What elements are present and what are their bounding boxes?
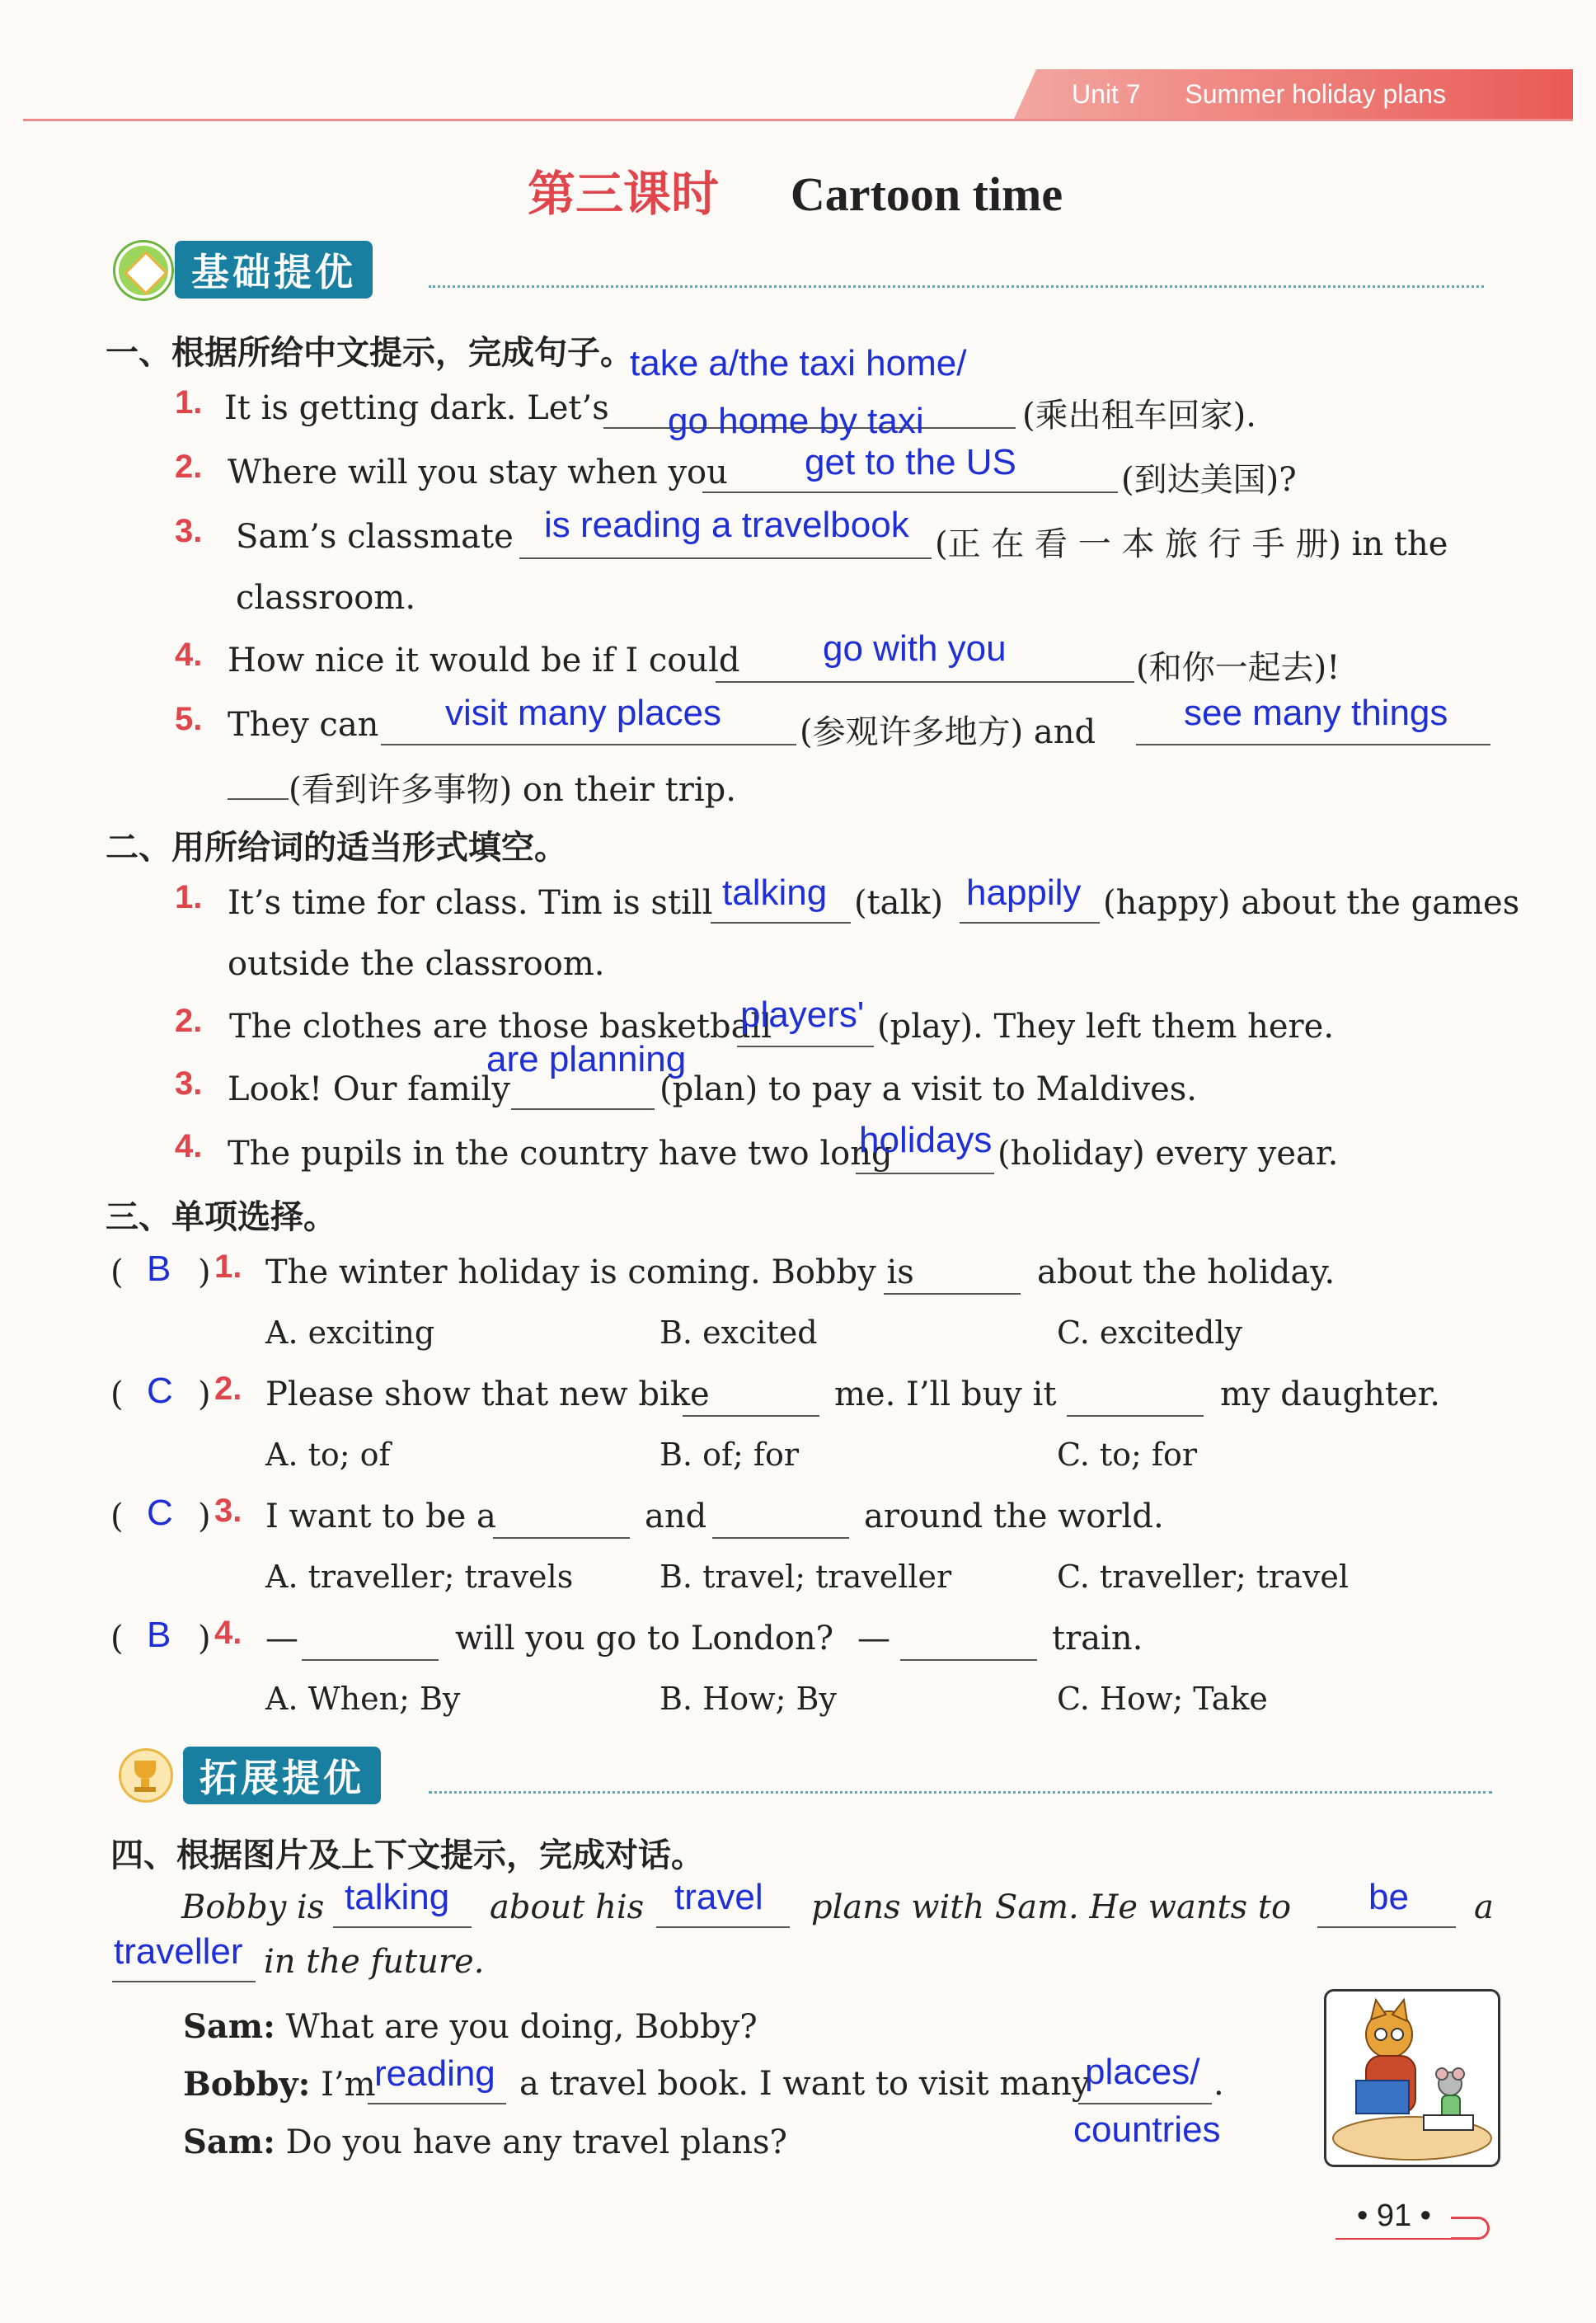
s2-item1-blank [711, 922, 851, 924]
s3-item1-answer: B [147, 1248, 171, 1289]
dialogue-line-1 [183, 2007, 758, 2046]
extend-banner: 拓展提优 [183, 1747, 381, 1804]
s3-item2-blank [683, 1415, 819, 1417]
s2-title: 二、用所给词的适当形式填空。 [106, 829, 567, 867]
s2-item3-pre: Look! Our family [228, 1070, 510, 1108]
s3-item1-q-a: The winter holiday is coming. Bobby is [265, 1253, 914, 1291]
s1-item3-pre: Sam’s classmate [236, 518, 514, 556]
dialogue-text-3: Do you have any travel plans? [285, 2123, 787, 2161]
s1-item2-pre: Where will you stay when you [228, 454, 728, 491]
s4-plans: plans with Sam. He wants to [811, 1888, 1292, 1926]
s1-item4-blank [716, 681, 1134, 683]
s3-item4-paren: ( [110, 1620, 124, 1658]
s4-blank-5 [368, 2103, 506, 2104]
s3-item1-blank [884, 1293, 1021, 1295]
unit-number: Unit 7 [1072, 79, 1141, 109]
s3-item3-opt-a: A. traveller; travels [265, 1559, 574, 1595]
s1-item5-num: 5. [175, 701, 203, 737]
s1-item5-mid: (参观许多地方) and [800, 713, 1096, 751]
s3-item2-num: 2. [214, 1371, 242, 1407]
s3-item2-paren: ( [110, 1375, 124, 1413]
s2-item2-num: 2. [175, 1003, 203, 1039]
s4-future: in the future. [264, 1943, 485, 1981]
dialogue-text-1: What are you doing, Bobby? [285, 2008, 758, 2046]
s1-item1-answer-2: go home by taxi [668, 401, 924, 441]
s2-item1-answer-2: happily [966, 872, 1082, 913]
s1-item2-blank [702, 491, 1118, 493]
page-number: • 91 • [1357, 2198, 1431, 2233]
extend-banner-rule [429, 1791, 1492, 1794]
s1-item5-answer-2: see many things [1184, 693, 1448, 733]
s4-blank-4 [112, 1981, 256, 1982]
s2-item1-mid: (talk) [854, 884, 944, 922]
dialogue-text-2a: I’m [321, 2066, 376, 2104]
lesson-title [528, 155, 1063, 224]
s3-item4-answer: B [147, 1615, 171, 1655]
s1-item1-pre: It is getting dark. Let’s [224, 389, 609, 427]
s4-answer-6: places/ [1085, 2052, 1200, 2092]
s4-answer-4: traveller [114, 1931, 243, 1972]
s3-item4-q-b: will you go to London? [455, 1620, 834, 1658]
s2-item2-answer: players' [740, 995, 865, 1035]
s4-blank-1 [333, 1926, 472, 1928]
s3-item2-opt-a: A. to; of [265, 1437, 391, 1473]
s1-item4-post: (和你一起去)! [1136, 649, 1340, 687]
s1-item1-num: 1. [175, 384, 203, 421]
s4-answer-7: countries [1073, 2109, 1221, 2150]
s1-item5-blank-2 [1136, 744, 1490, 745]
s3-item1-opt-c: C. excitedly [1057, 1314, 1242, 1351]
cartoon-illustration [1324, 1989, 1500, 2167]
s4-about: about his [490, 1888, 645, 1926]
s2-item3-num: 3. [175, 1065, 203, 1102]
s3-item2-answer: C [147, 1371, 173, 1411]
s3-item2-opt-b: B. of; for [660, 1437, 800, 1473]
basic-banner: 基础提优 [175, 241, 373, 299]
s3-item2-blank-2 [1067, 1415, 1204, 1417]
s2-item1-blank-2 [960, 922, 1100, 924]
s1-item1-post: (乘出租车回家). [1022, 397, 1256, 435]
s1-item4-pre: How nice it would be if I could [228, 642, 740, 680]
s3-item4-paren-close: ) [198, 1620, 211, 1658]
speaker-sam-2: Sam: [183, 2123, 275, 2161]
s1-item2-answer: get to the US [805, 442, 1016, 482]
lesson-cn: 第三课时 [528, 166, 720, 222]
dialogue-period: . [1213, 2065, 1224, 2103]
s4-answer-3: be [1368, 1877, 1409, 1917]
s3-item3-paren: ( [110, 1498, 124, 1535]
trophy-icon [119, 1748, 173, 1803]
s1-item3-post: (正 在 看 一 本 旅 行 手 册) in the [935, 525, 1448, 563]
s1-item2-post: (到达美国)? [1121, 461, 1297, 499]
s3-item2-opt-c: C. to; for [1057, 1437, 1198, 1473]
s3-item4-blank [302, 1659, 439, 1661]
s4-answer-2: travel [674, 1877, 763, 1917]
s3-item2-q-b: me. I’ll buy it [834, 1375, 1057, 1413]
s1-item1-answer: take a/the taxi home/ [630, 343, 967, 383]
s3-item2-q-a: Please show that new bike [265, 1375, 710, 1413]
s3-item4-q-c: — [857, 1620, 890, 1658]
speaker-bobby: Bobby: [183, 2065, 311, 2104]
s3-item4-q-a: — [265, 1620, 298, 1658]
s3-item1-paren-close: ) [198, 1253, 211, 1291]
s3-item1-paren: ( [110, 1253, 124, 1291]
s4-bobby-is: Bobby is [181, 1888, 325, 1926]
s1-item2-num: 2. [175, 449, 203, 485]
s2-item1-cont: outside the classroom. [228, 945, 605, 983]
s3-item3-opt-c: C. traveller; travel [1057, 1559, 1349, 1595]
dialogue-line-3 [183, 2123, 787, 2161]
s4-blank-3 [1317, 1926, 1456, 1928]
lesson-en: Cartoon time [790, 167, 1063, 221]
s4-blank-2 [656, 1926, 790, 1928]
s3-item4-opt-b: B. How; By [660, 1681, 837, 1717]
s4-title: 四、根据图片及上下文提示，完成对话。 [110, 1836, 704, 1874]
s2-item3-post: (plan) to pay a visit to Maldives. [660, 1070, 1198, 1108]
s1-item4-answer: go with you [823, 628, 1007, 669]
s2-item4-pre: The pupils in the country have two long [228, 1135, 893, 1173]
basic-banner-rule [429, 285, 1484, 288]
s2-item4-blank [856, 1173, 994, 1174]
s3-item3-opt-b: B. travel; traveller [660, 1559, 952, 1595]
speaker-sam-1: Sam: [183, 2007, 275, 2046]
s3-item1-opt-b: B. excited [660, 1314, 818, 1351]
s3-item1-num: 1. [214, 1248, 242, 1285]
s2-item2-blank [737, 1046, 874, 1047]
s2-item1-num: 1. [175, 879, 203, 915]
s2-item3-answer: are planning [486, 1039, 687, 1079]
s3-item1-q-b: about the holiday. [1037, 1253, 1335, 1291]
s4-answer-5: reading [374, 2053, 495, 2094]
s2-item4-post: (holiday) every year. [998, 1135, 1339, 1173]
s2-item4-answer: holidays [859, 1120, 993, 1160]
s3-item4-opt-c: C. How; Take [1057, 1681, 1268, 1717]
s1-item5-blank [381, 744, 796, 745]
s4-answer-1: talking [345, 1877, 450, 1917]
s2-item1-pre: It’s time for class. Tim is still [228, 884, 713, 922]
s3-item1-opt-a: A. exciting [265, 1314, 435, 1351]
s2-item1-answer: talking [722, 872, 828, 913]
s3-item4-blank-2 [900, 1659, 1037, 1661]
s3-item4-num: 4. [214, 1615, 242, 1651]
dialogue-line-2 [183, 2065, 376, 2104]
s1-title: 一、根据所给中文提示，完成句子。 [106, 334, 633, 372]
s3-item3-answer: C [147, 1493, 173, 1533]
s2-item1-post: (happy) about the games [1103, 884, 1520, 922]
basic-banner-icon [115, 242, 171, 299]
s1-item4-num: 4. [175, 637, 203, 673]
s3-title: 三、单项选择。 [106, 1198, 336, 1236]
s1-item5-blank-3 [228, 798, 289, 800]
unit-label [1072, 79, 1446, 110]
s3-item3-paren-close: ) [198, 1498, 211, 1535]
s4-a: a [1474, 1888, 1494, 1926]
page-number-underline [1335, 2238, 1451, 2240]
s4-blank-6 [1078, 2103, 1212, 2104]
s1-item3-num: 3. [175, 513, 203, 549]
unit-title: Summer holiday plans [1185, 79, 1446, 109]
s3-item2-paren-close: ) [198, 1375, 211, 1413]
s2-item4-num: 4. [175, 1128, 203, 1164]
s3-item3-q-a: I want to be a [265, 1498, 496, 1535]
s3-item3-q-c: around the world. [864, 1498, 1164, 1535]
s3-item2-q-c: my daughter. [1220, 1375, 1441, 1413]
s1-item3-blank [519, 557, 932, 559]
s2-item2-pre: The clothes are those basketball [229, 1008, 772, 1046]
s3-item3-q-b: and [645, 1498, 707, 1535]
s3-item3-num: 3. [214, 1493, 242, 1529]
s3-item4-q-d: train. [1052, 1620, 1143, 1658]
s2-item2-post: (play). They left them here. [877, 1008, 1335, 1046]
s3-item3-blank [493, 1537, 630, 1539]
s1-item5-answer: visit many places [445, 693, 722, 733]
s1-item5-pre: They can [228, 706, 379, 744]
header-rule [23, 119, 1573, 121]
s3-item4-opt-a: A. When; By [265, 1681, 461, 1717]
s1-item3-cont: classroom. [236, 579, 416, 617]
s3-item3-blank-2 [712, 1537, 849, 1539]
dialogue-text-2b: a travel book. I want to visit many [519, 2065, 1091, 2103]
page-curl-icon [1451, 2217, 1490, 2240]
s1-item3-answer: is reading a travelbook [544, 505, 909, 545]
s2-item3-blank [511, 1108, 655, 1110]
s1-item5-cont: (看到许多事物) on their trip. [289, 771, 736, 809]
